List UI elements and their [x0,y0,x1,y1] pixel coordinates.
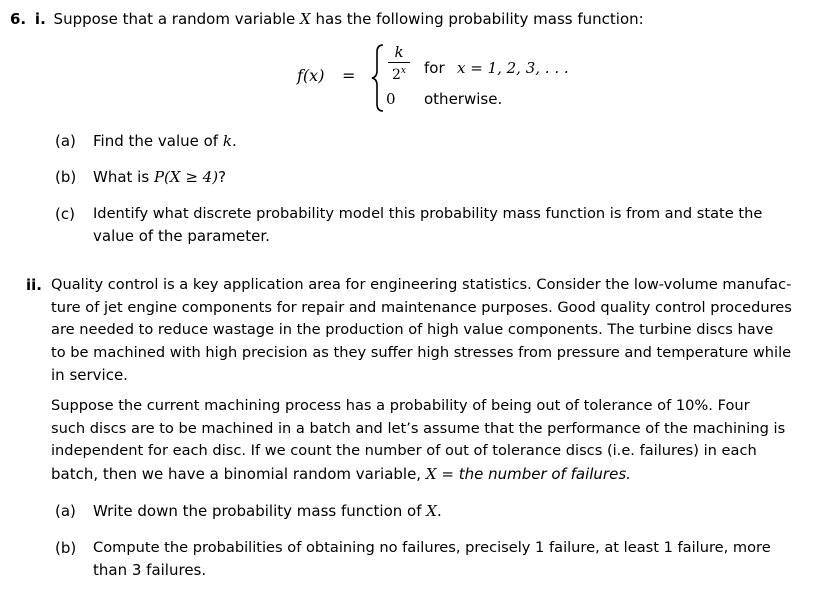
paragraph-line: are needed to reduce wastage in the production of high value components. The turbine discs have [51,321,774,338]
paragraph-line: Suppose the current machining process has a probability of being out of tolerance of 10%. Four [51,397,750,414]
item-math: P(X ≥ 4) [153,168,219,186]
part-i-label: i. [34,10,46,28]
part-ii-paragraph-1 [51,274,811,387]
pmf-eq: = [342,66,356,85]
pmf-denominator: 2$^x$ [392,66,406,83]
item-text: Find the value of [93,132,219,150]
paragraph-last-line: batch, then we have a binomial random variable, X = the number of failures. [51,464,631,483]
item-text-line: Compute the probabilities of obtaining no failures, precisely 1 failure, at least 1 failure, more [93,539,771,556]
italic-definition: the number of failures. [458,464,631,483]
part-i-item-a: (a) Find the value of k. [55,132,237,150]
pmf-numerator: k [394,43,404,61]
var-x: X [425,464,437,483]
case1-cond: x = 1, 2, 3, . . . [457,59,569,77]
case1-text: for [424,59,445,77]
question-header [10,9,644,29]
pmf-lhs: f(x) [297,66,325,85]
part-ii-label: ii. [26,276,42,294]
intro-text-a: Suppose that a random variable [53,10,296,28]
intro-var: X [300,10,311,28]
part-ii-item-a: (a) Write down the probability mass function of X. [55,502,442,520]
part-ii-item-b [55,537,811,583]
question-number: 6. [10,10,27,28]
paragraph-line: Quality control is a key application area for engineering statistics. Consider the low-volume manufac- [51,276,792,293]
pmf-fraction [386,44,412,83]
left-brace [371,44,385,112]
paragraph-line: ture of jet engine components for repair and maintenance purposes. Good quality control procedures [51,298,792,316]
case2-text: otherwise. [424,90,503,108]
paragraph-line: to be machined with high precision as they suffer high stresses from pressure and temperature while [51,343,792,361]
item-text-line: value of the parameter. [93,227,270,245]
item-label: (c) [55,205,75,223]
item-math: X [426,502,437,520]
item-math: k [222,132,232,150]
item-label: (b) [55,539,77,557]
item-label: (a) [55,132,76,150]
paragraph-line: independent for each disc. If we count the number of out of tolerance discs (i.e. failures) in each [51,442,757,459]
paragraph-line: such discs are to be machined in a batch and let’s assume that the performance of the machining is [51,419,786,437]
item-label: (a) [55,502,76,520]
paragraph-line: in service. [51,366,128,384]
item-text: Write down the probability mass function of [93,502,422,520]
part-ii-paragraph-2 [51,395,811,485]
item-text: What is [93,168,150,186]
intro-text-b: has the following probability mass function: [315,10,644,28]
part-i-item-c [55,203,811,249]
case2-value: 0 [386,90,396,108]
part-i-item-b: (b) What is P(X ≥ 4)? [55,168,227,186]
item-text-line: Identify what discrete probability model this probability mass function is from and state the [93,205,763,222]
item-label: (b) [55,168,77,186]
item-text-line: than 3 failures. [93,561,207,579]
